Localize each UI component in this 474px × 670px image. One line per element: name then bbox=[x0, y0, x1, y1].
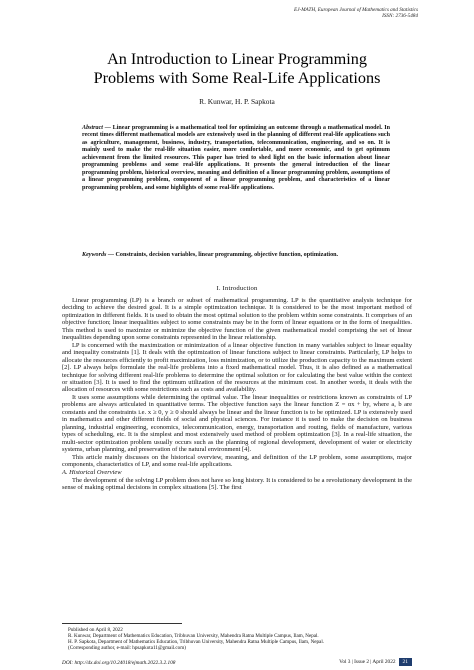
keywords-text: Constraints, decision variables, linear programming, objective function, optimization. bbox=[115, 252, 339, 258]
abstract-text: Linear programming is a mathematical tool for optimizing an outcome through a mathematical model. In recent times different mathematical models are extensively used in the planning of different real-life applications such as agriculture, management, business, industry, transportation, telecommunication, engineering, and so on. It is mainly used to make the real-life situation easier, more comfortable, and more economic, and to get optimum achievement from the limited resources. This paper has tried to shed light on the basic information about linear programming problems and some real-life applications. It presents the general introduction of the linear programming problem, historical overview, meaning and definition of a linear programming problem, assumptions of a linear programming problem, component of a linear programming problem, and characteristics of a linear programming problem, and some highlights of some real-life applications. bbox=[82, 125, 391, 191]
abstract bbox=[82, 125, 390, 192]
title-line-1: An Introduction to Linear Programming bbox=[107, 50, 367, 68]
section-heading-introduction: I. Introduction bbox=[216, 285, 258, 292]
paragraph: Linear programming (LP) is a branch or subset of mathematical programming. LP is the quantitative analysis technique for deciding to achieve the desired goal. It is a simple optimization technique. It is considered to be the most important method of optimization in different fields. It is used to obtain the most optimal solution to the problem within some constraints. It comprises of an objective function; linear inequalities subject to some constraints may be in the form of linear equations or in the form of inequalities. This method is used to maximize or minimize the objective function of the given mathematical model comprising the set of linear inequalities depending upon some constraints represented in the linear relationship. bbox=[62, 297, 412, 342]
abstract-dash: — bbox=[103, 125, 113, 131]
journal-issn: ISSN: 2736-5484 bbox=[382, 13, 418, 20]
keywords-label: Keywords bbox=[82, 252, 107, 258]
paragraph: LP is concerned with the maximization or minimization of a linear objective function in many variables subject to linear equality and inequality constraints [1]. It deals with the optimization of linear functions subject to linear constraints. Particularly, LP helps to allocate the resources efficiently to profit maximization, loss minimization, or to utilize the production capacity to the maximum extent [2]. LP always helps formulate the real-life problems into a fixed mathematical model. Thus, it is also defined as a mathematical technique for solving different real-life problems to determine the optimal solution or for calculating the best value within the context or situation [3]. It is used to find the optimum utilization of the resources at the minimum cost. In another words, it deals with the allocation of resources with some restrictions such as costs and availability. bbox=[62, 341, 412, 394]
running-head bbox=[294, 7, 418, 20]
paragraph: The development of the solving LP problem does not have so long history. It is considered to be a revolutionary development in the sense of making optimal decisions in complex situations [5]. The first bbox=[62, 476, 412, 492]
title-line-2: Problems with Some Real-Life Applications bbox=[93, 69, 381, 87]
footnotes bbox=[62, 627, 412, 652]
footnote-published: Published on April 8, 2022 bbox=[68, 627, 123, 633]
paragraph: This article mainly discusses on the historical overview, meaning, and definition of the LP problem, some assumptions, major components, characteristics of LP, and some real-life applications. bbox=[62, 453, 412, 468]
footnote-author-1: R. Kunwar, Department of Mathematics Education, Tribhuvan University, Mahendra Ratna Multiple Campus, Ilam, Nepal. bbox=[68, 633, 319, 640]
footer-issue: Vol 3 | Issue 2 | April 2022 bbox=[339, 659, 396, 665]
subsection-heading-historical-overview: A. Historical Overview bbox=[62, 469, 122, 477]
journal-name: EJ-MATH, European Journal of Mathematics and Statistics bbox=[294, 7, 418, 13]
paper-authors: R. Kunwar, H. P. Sapkota bbox=[199, 97, 275, 106]
footnote-author-2: H. P. Sapkota, Department of Mathematics Education, Tribhuvan University, Mahendra Ratna Multiple Campus, Ilam, Nepal. bbox=[68, 639, 325, 646]
footer-issue-block bbox=[339, 658, 412, 666]
page-number-badge: 21 bbox=[399, 658, 413, 666]
body-text bbox=[62, 297, 412, 492]
abstract-label: Abstract bbox=[82, 125, 103, 131]
keywords-dash: — bbox=[106, 252, 116, 258]
footnote-divider bbox=[62, 623, 182, 624]
paper-title bbox=[40, 50, 434, 88]
footnote-corresponding: (Corresponding author, e-mail: hpsapkota11@gmail.com) bbox=[68, 645, 186, 652]
footer-doi: DOI: http://dx.doi.org/10.24018/ejmath.2022.3.2.108 bbox=[62, 660, 176, 666]
keywords bbox=[82, 252, 390, 259]
paragraph: It uses some assumptions while determining the optimal value. The linear inequalities or restrictions known as constraints of LP problems are always articulated in quantitative terms. The objective function says the linear function Z = αx + by, where a, b are constants and the constraints i.e. x ≥ 0, y ≥ 0 should always be linear and the linear function is to be optimized. LP is extensively used in mathematics and other different fields of social and physical sciences. For instance it is used to make the decision on business planning, industrial engineering, economics, telecommunication, energy, transportation and routing, fields of manufacture, various types of scheduling, etc. It is the simplest and most extensively used method of problem optimization [3]. In a real-life situation, the multi-sector optimization problem usually occurs such as the planning of regional development, development of water or electricity systems, urban planning, and preservation of the natural environment [4]. bbox=[62, 393, 412, 454]
